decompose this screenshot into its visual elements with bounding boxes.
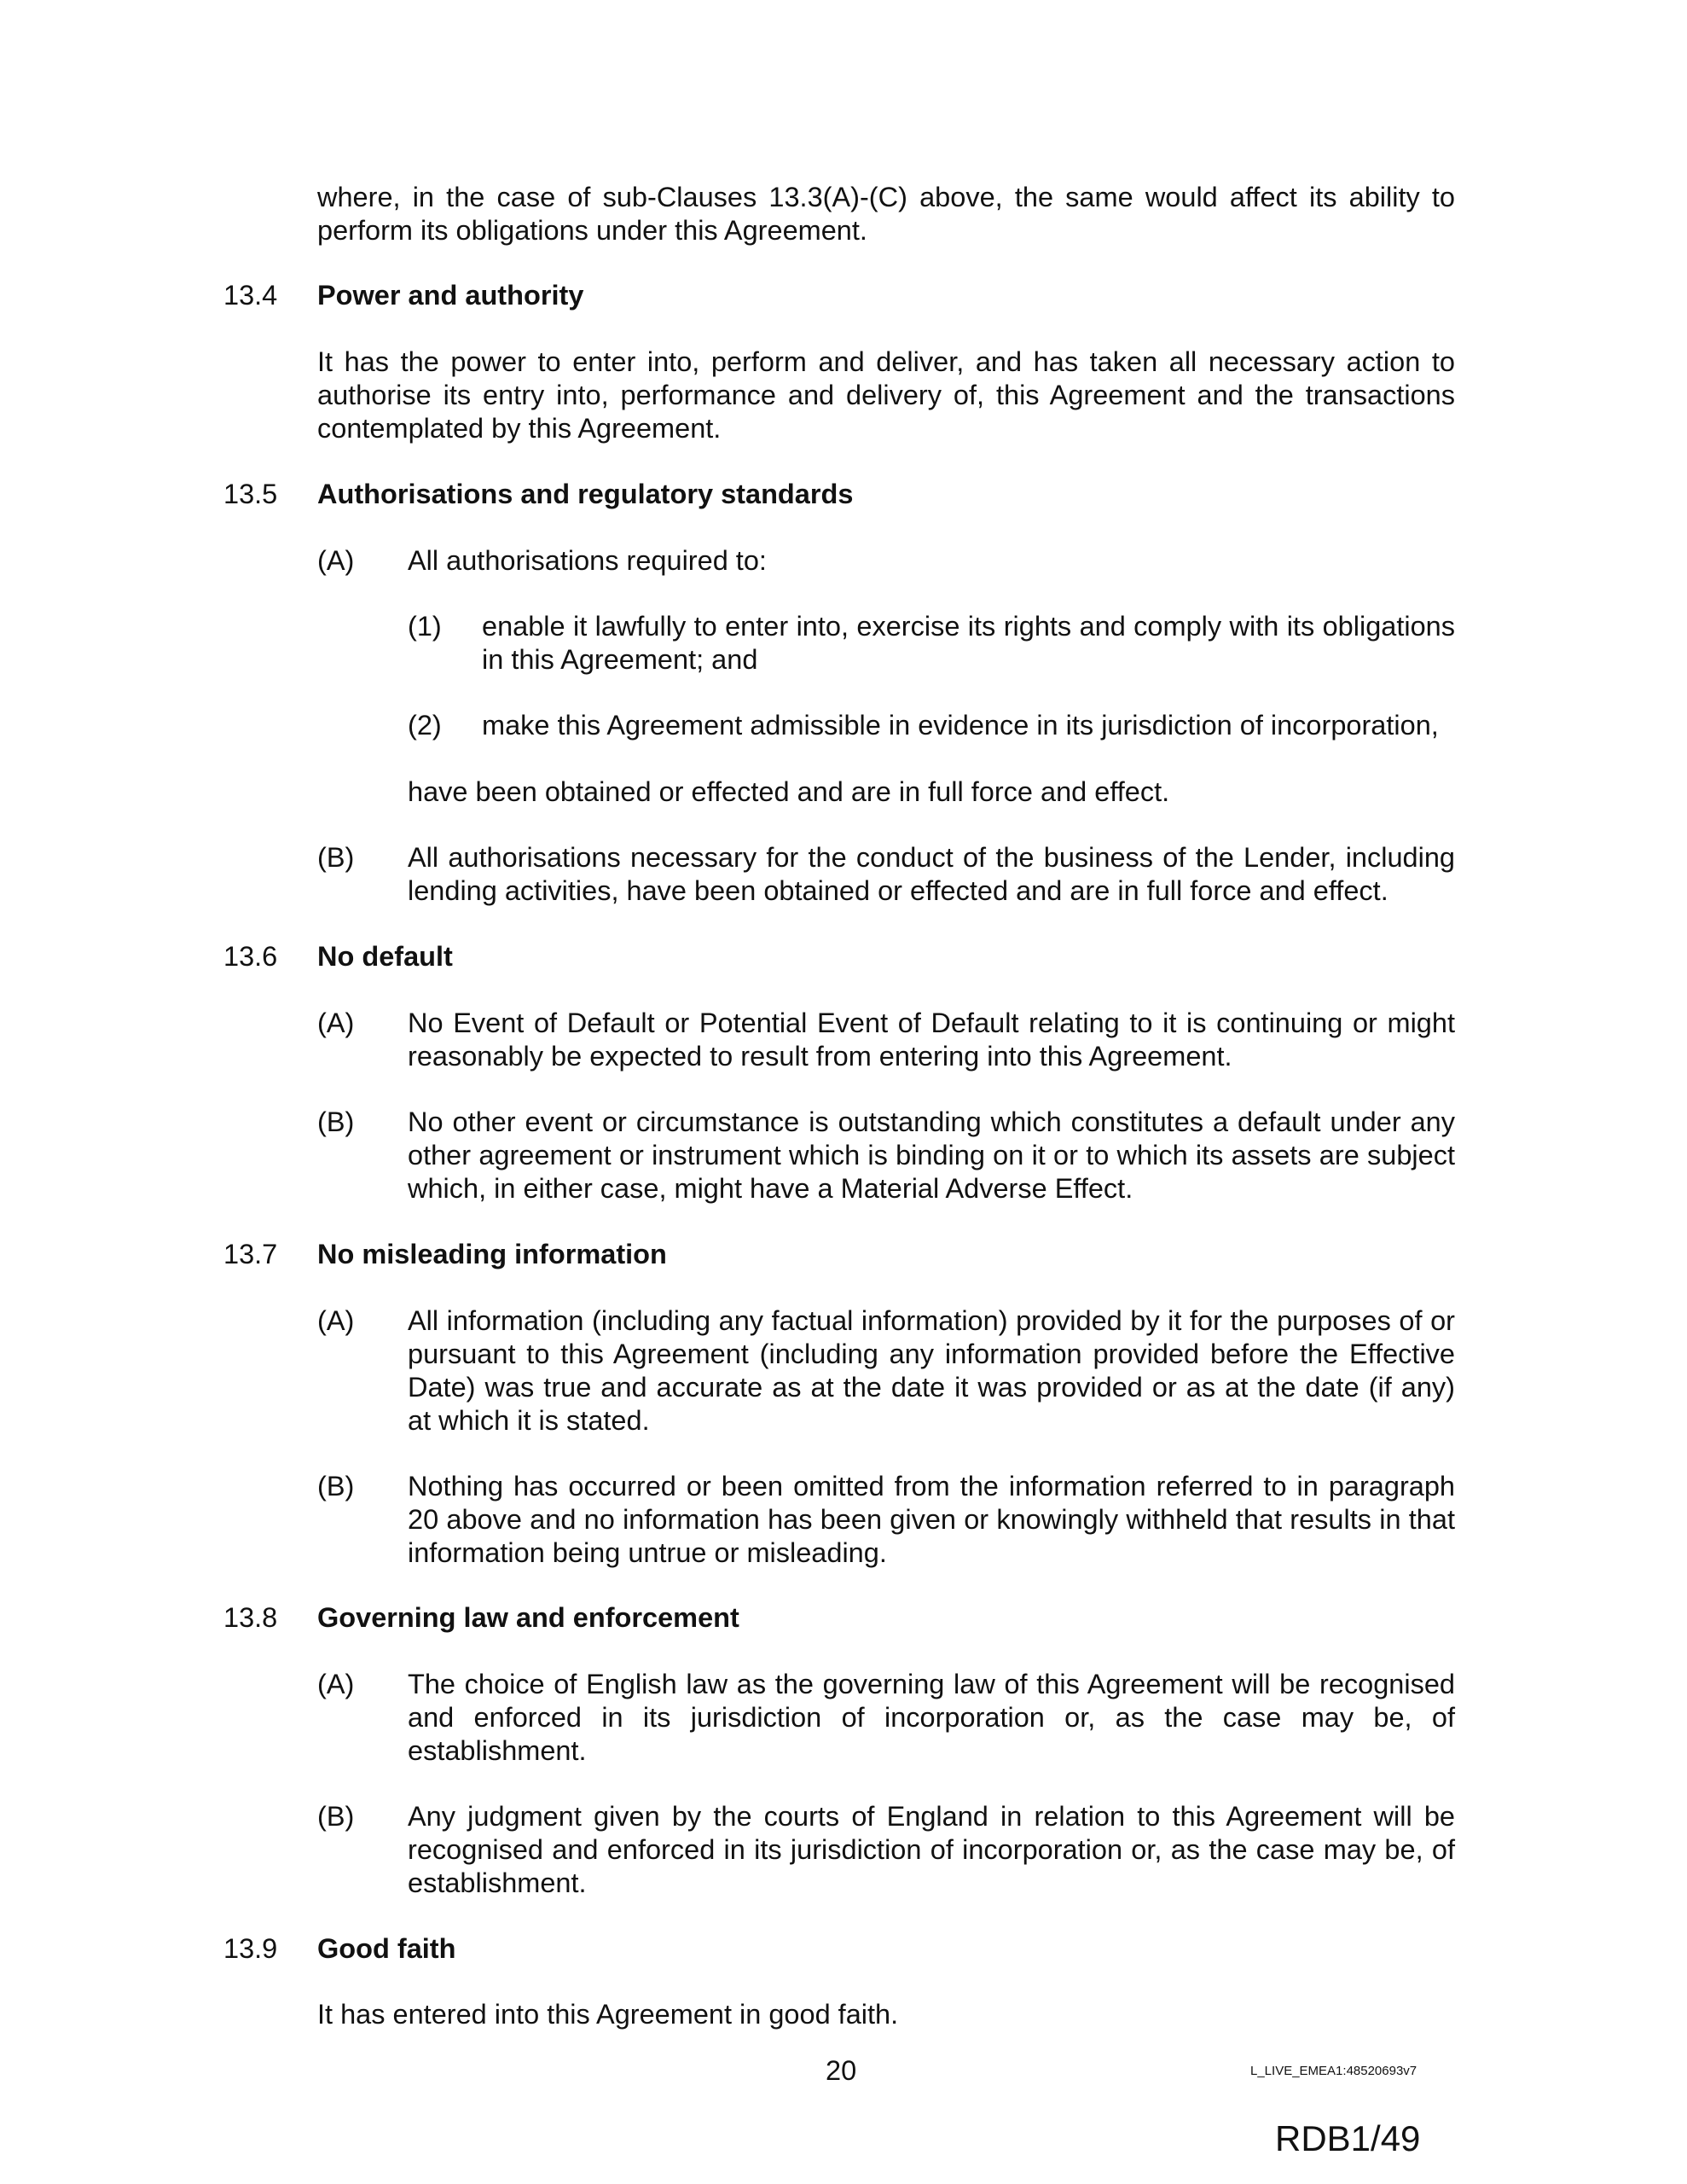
item-label: (A) [317, 1669, 355, 1699]
item-text: All authorisations required to: [408, 545, 767, 576]
subitem-label: (1) [408, 611, 442, 642]
item-label: (B) [317, 842, 355, 873]
page-number: 20 [826, 2055, 857, 2086]
item-text: Nothing has occurred or been omitted from the information referred to in paragraph 20 above and no information has been given or knowingly withheld that results in that information being untrue or misleading. [408, 1471, 1455, 1568]
clause-number: 13.4 [223, 280, 278, 311]
item-text: All authorisations necessary for the conduct of the business of the Lender, including lending activities, have been obtained or effected and are in full force and effect. [408, 842, 1455, 906]
item-text: No other event or circumstance is outstanding which constitutes a default under any other agreement or instrument which is binding on it or to which its assets are subject which, in either case, might have a Material Adverse Effect. [408, 1107, 1455, 1204]
clause-heading: No misleading information [317, 1239, 667, 1269]
clause-number: 13.6 [223, 941, 278, 972]
clause-number: 13.8 [223, 1602, 278, 1633]
subitem-text: make this Agreement admissible in evidence in its jurisdiction of incorporation, [482, 710, 1439, 741]
clause-body: It has entered into this Agreement in good faith. [317, 1999, 899, 2030]
bundle-stamp: RDB1/49 [1275, 2118, 1421, 2158]
item-label: (A) [317, 1008, 355, 1038]
item-label: (B) [317, 1801, 355, 1832]
clause-heading: Power and authority [317, 280, 584, 311]
subitem-text: enable it lawfully to enter into, exercise its rights and comply with its obligations in this Agreement; and [482, 611, 1455, 675]
intro-paragraph: where, in the case of sub-Clauses 13.3(A)-(C) above, the same would affect its ability to perform its obligations under this Agreement. [317, 182, 1455, 246]
clause-heading: Governing law and enforcement [317, 1602, 739, 1633]
clause-number: 13.5 [223, 479, 278, 509]
item-text: No Event of Default or Potential Event of Default relating to it is continuing or might reasonably be expected to result from entering into this Agreement. [408, 1008, 1455, 1072]
clause-heading: No default [317, 941, 453, 972]
document-reference: L_LIVE_EMEA1:48520693v7 [1250, 2064, 1417, 2078]
clause-number: 13.7 [223, 1239, 278, 1269]
item-tail: have been obtained or effected and are in full force and effect. [408, 776, 1170, 807]
item-label: (A) [317, 545, 355, 576]
item-text: All information (including any factual information) provided by it for the purposes of or pursuant to this Agreement (including any information provided before the Effective Date) was true and accurate as at the date it was provided or as at the date (if any) at which it is stated. [408, 1305, 1455, 1436]
clause-heading: Good faith [317, 1933, 456, 1964]
subitem-label: (2) [408, 710, 442, 741]
item-label: (B) [317, 1471, 355, 1502]
clause-body: It has the power to enter into, perform and deliver, and has taken all necessary action to authorise its entry into, performance and delivery of, this Agreement and the transactions contemplated by this Agreement. [317, 346, 1455, 444]
item-label: (A) [317, 1305, 355, 1336]
item-text: Any judgment given by the courts of England in relation to this Agreement will be recognised and enforced in its jurisdiction of incorporation or, as the case may be, of establishment. [408, 1801, 1455, 1898]
item-text: The choice of English law as the governing law of this Agreement will be recognised and enforced in its jurisdiction of incorporation or, as the case may be, of establishment. [408, 1669, 1455, 1766]
clause-number: 13.9 [223, 1933, 278, 1964]
item-label: (B) [317, 1107, 355, 1137]
clause-heading: Authorisations and regulatory standards [317, 479, 854, 509]
